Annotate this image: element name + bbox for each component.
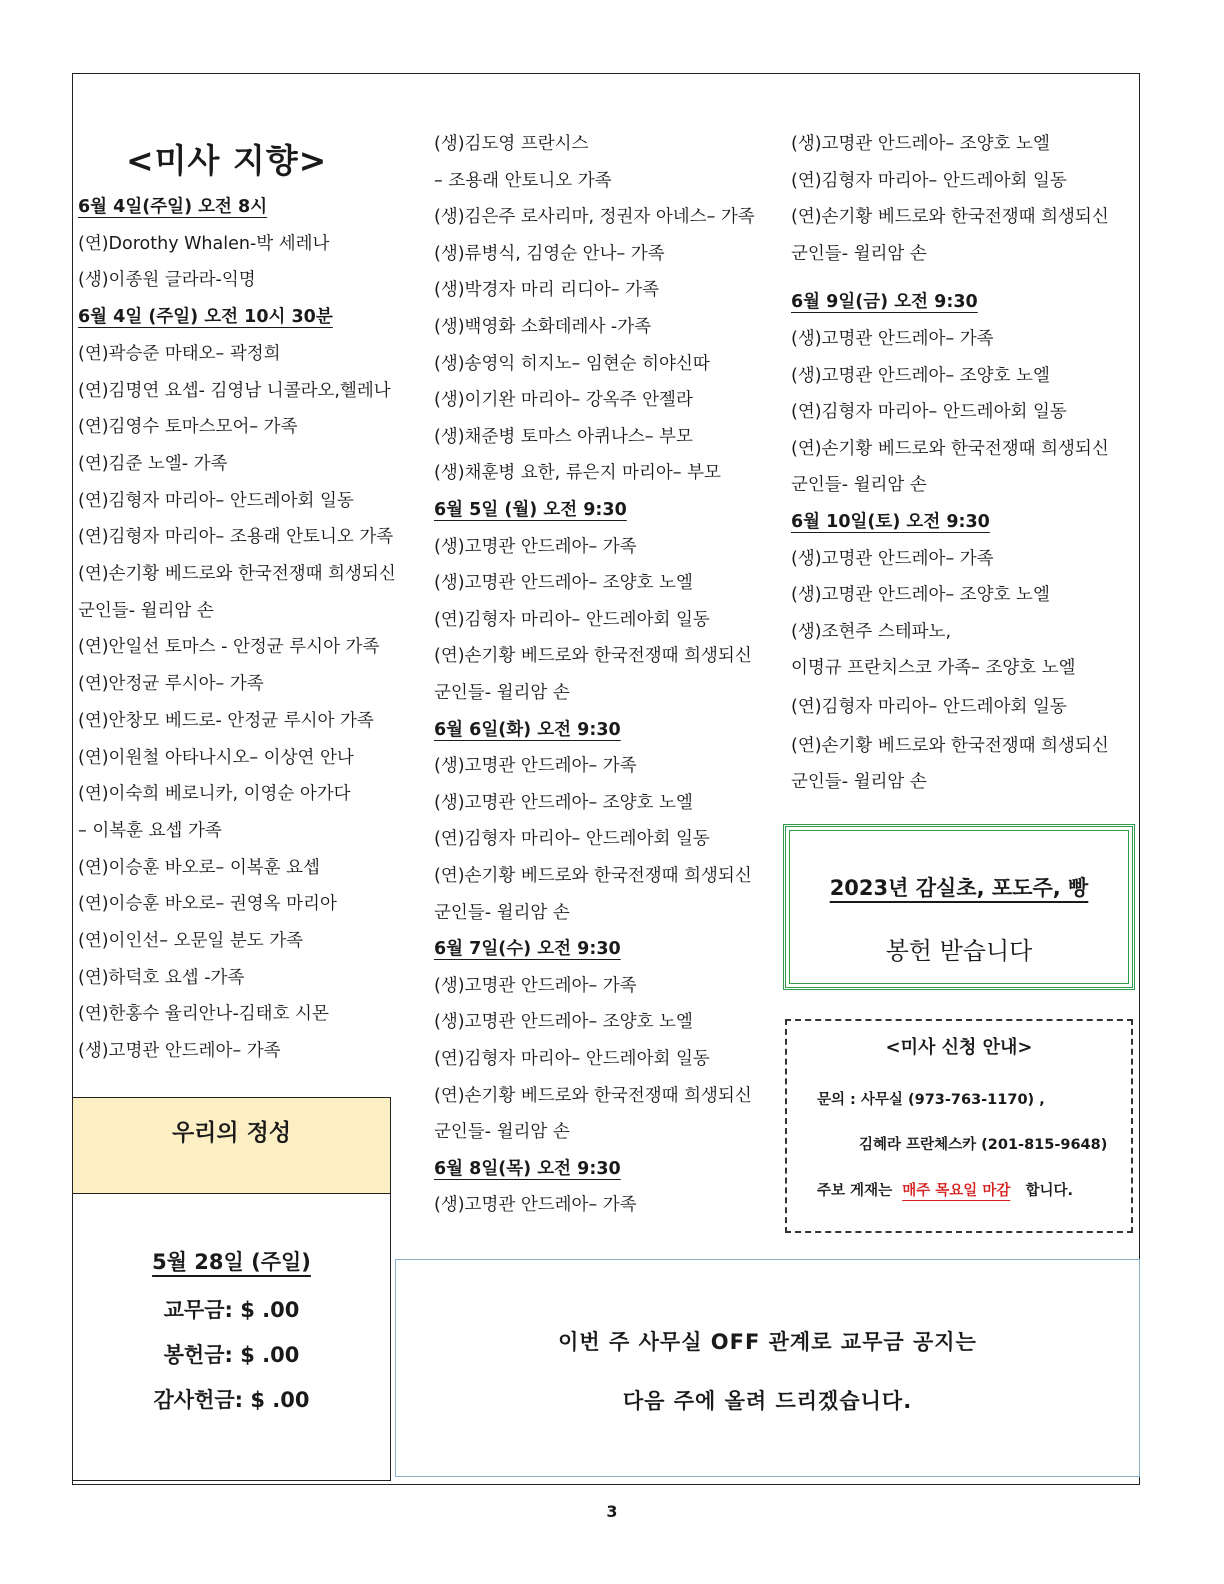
intention-line: (생)김도영 프란시스 xyxy=(434,134,589,154)
intention-line: (연)손기황 베드로와 한국전쟁때 희생되신 xyxy=(434,866,752,886)
offering-thanksgiving: 감사헌금: $ .00 xyxy=(153,1388,310,1412)
page-title: <미사 지향> xyxy=(126,141,328,180)
intention-line: 군인들- 윌리암 손 xyxy=(434,902,570,923)
intention-line: (연)김형자 마리아– 조용래 안토니오 가족 xyxy=(78,527,394,548)
intention-line: (연)김준 노엘- 가족 xyxy=(78,453,228,474)
intention-line: (생)고명관 안드레아– 가족 xyxy=(791,548,994,569)
mass-request-notice xyxy=(785,1019,1133,1233)
intention-line: (연)Dorothy Whalen-박 세레나 xyxy=(78,233,330,254)
intention-line: (생)고명관 안드레아– 조양호 노엘 xyxy=(791,365,1050,386)
mass-date-heading: 6월 10일(토) 오전 9:30 xyxy=(791,512,990,532)
intention-line: (연)곽승준 마태오– 곽정희 xyxy=(78,343,281,364)
mass-request-title: <미사 신청 안내> xyxy=(885,1037,1033,1058)
offertory-gift-subtitle: 봉헌 받습니다 xyxy=(885,937,1033,965)
intention-line: (연)손기황 베드로와 한국전쟁때 희생되신 xyxy=(78,564,396,584)
mass-date-heading: 6월 4일(주일) 오전 8시 xyxy=(78,197,268,217)
intention-line: (생)고명관 안드레아– 가족 xyxy=(434,975,637,996)
intention-line: (생)고명관 안드레아– 가족 xyxy=(434,756,637,777)
mass-date-heading: 6월 9일(금) 오전 9:30 xyxy=(791,292,978,313)
intention-line: (생)채준병 토마스 아퀴나스– 부모 xyxy=(434,426,693,447)
intention-line: (연)한홍수 율리안나-김태호 시몬 xyxy=(78,1004,329,1025)
intention-line: (연)김형자 마리아– 안드레아회 일동 xyxy=(434,829,710,850)
bulletin-deadline: 주보 게재는 매주 목요일 마감 합니다. xyxy=(817,1183,1074,1199)
intention-line: (생)김은주 로사리마, 정권자 아네스– 가족 xyxy=(434,207,755,228)
intention-line: (연)이숙희 베로니카, 이영순 아가다 xyxy=(78,784,351,805)
intention-line: (연)이원철 아타나시오– 이상연 안나 xyxy=(78,747,354,768)
intention-line: 군인들- 윌리암 손 xyxy=(434,1122,570,1143)
intention-line: (연)김형자 마리아– 안드레아회 일동 xyxy=(434,609,710,630)
intention-line: (연)손기황 베드로와 한국전쟁때 희생되신 xyxy=(434,1085,752,1106)
intention-line: (연)하덕호 요셉 -가족 xyxy=(78,967,245,988)
intention-line: (생)고명관 안드레아– 가족 xyxy=(78,1041,281,1062)
intention-line: (생)고명관 안드레아– 조양호 노엘 xyxy=(791,134,1050,154)
offering-date: 5월 28일 (주일) xyxy=(152,1250,311,1274)
mass-date-heading: 6월 8일(목) 오전 9:30 xyxy=(434,1158,621,1179)
intention-line: 군인들- 윌리암 손 xyxy=(791,475,927,496)
intention-line: (생)류병식, 김영순 안나– 가족 xyxy=(434,243,665,264)
intention-line: 군인들- 윌리암 손 xyxy=(791,243,927,264)
intention-line: (생)고명관 안드레아– 조양호 노엘 xyxy=(434,792,693,813)
offering-heading: 우리의 정성 xyxy=(73,1098,390,1194)
deadline-highlight: 매주 목요일 마감 xyxy=(902,1183,1011,1199)
intention-line: (연)이승훈 바오로– 이복훈 요셉 xyxy=(78,857,320,878)
intention-line: (연)손기황 베드로와 한국전쟁때 희생되신 xyxy=(791,438,1109,459)
intention-line: – 조용래 안토니오 가족 xyxy=(434,170,612,191)
mass-date-heading: 6월 7일(수) 오전 9:30 xyxy=(434,939,621,960)
offertory-gift-title: 2023년 감실초, 포도주, 빵 xyxy=(829,876,1089,900)
intention-line: (생)송영익 히지노– 임현순 히야신따 xyxy=(434,353,710,374)
office-notice-line-2: 다음 주에 올려 드리겠습니다. xyxy=(622,1389,913,1413)
intention-line: (연)손기황 베드로와 한국전쟁때 희생되신 xyxy=(434,646,752,667)
mass-date-heading: 6월 4일 (주일) 오전 10시 30분 xyxy=(78,307,333,328)
intention-line: (연)안일선 토마스 - 안정균 루시아 가족 xyxy=(78,637,380,658)
intention-line: (연)이인선– 오문일 분도 가족 xyxy=(78,931,304,951)
intention-line: 군인들- 윌리암 손 xyxy=(791,772,927,793)
intention-line: (생)조현주 스테파노, xyxy=(791,621,952,642)
intention-line: (생)고명관 안드레아– 가족 xyxy=(791,329,994,349)
intention-line: (생)고명관 안드레아– 조양호 노엘 xyxy=(434,573,693,594)
offertory-gift-box xyxy=(783,824,1135,990)
intention-line: (연)김형자 마리아– 안드레아회 일동 xyxy=(791,697,1067,717)
intention-line: (연)손기황 베드로와 한국전쟁때 희생되신 xyxy=(791,735,1109,756)
offering-box xyxy=(72,1097,391,1481)
secondary-contact: 김혜라 프란체스카 (201-815-9648) xyxy=(859,1137,1108,1153)
intention-line: (생)고명관 안드레아– 가족 xyxy=(434,536,637,557)
intention-line: – 이복훈 요셉 가족 xyxy=(78,820,222,841)
intention-line: (연)이승훈 바오로– 권영옥 마리아 xyxy=(78,894,337,915)
intention-line: (연)안정균 루시아– 가족 xyxy=(78,674,264,695)
intention-line: (연)김형자 마리아– 안드레아회 일동 xyxy=(791,402,1067,423)
page-number: 3 xyxy=(606,1502,618,1521)
intention-line: (연)손기황 베드로와 한국전쟁때 희생되신 xyxy=(791,207,1109,228)
mass-date-heading: 6월 5일 (월) 오전 9:30 xyxy=(434,500,627,520)
offering-tithe: 교무금: $ .00 xyxy=(163,1298,300,1322)
intention-line: (생)이기완 마리아– 강옥주 안젤라 xyxy=(434,390,693,411)
intention-line: 군인들- 윌리암 손 xyxy=(78,600,214,621)
intention-line: (생)백영화 소화데레사 -가족 xyxy=(434,317,652,337)
offering-donation: 봉헌금: $ .00 xyxy=(163,1343,300,1367)
intention-line: (연)안창모 베드로- 안정균 루시아 가족 xyxy=(78,710,374,731)
intention-line: (연)김영수 토마스모어– 가족 xyxy=(78,417,298,438)
intention-line: (연)김형자 마리아– 안드레아회 일동 xyxy=(791,170,1067,191)
intention-line: (연)김형자 마리아– 안드레아회 일동 xyxy=(434,1049,710,1069)
intention-line: (생)박경자 마리 리디아– 가족 xyxy=(434,280,660,301)
intention-line: (생)고명관 안드레아– 조양호 노엘 xyxy=(434,1012,693,1033)
office-contact: 문의 : 사무실 (973-763-1170) , xyxy=(817,1092,1045,1108)
intention-line: (연)김형자 마리아– 안드레아회 일동 xyxy=(78,490,354,511)
intention-line: (생)채훈병 요한, 류은지 마리아– 부모 xyxy=(434,463,721,484)
intention-line: (연)김명연 요셉- 김영남 니콜라오,헬레나 xyxy=(78,380,391,401)
intention-line: (생)고명관 안드레아– 조양호 노엘 xyxy=(791,585,1050,606)
intention-line: (생)이종원 글라라-익명 xyxy=(78,270,256,291)
office-closure-notice xyxy=(395,1259,1140,1477)
office-notice-line-1: 이번 주 사무실 OFF 관계로 교무금 공지는 xyxy=(558,1330,977,1354)
intention-line: (생)고명관 안드레아– 가족 xyxy=(434,1195,637,1216)
mass-date-heading: 6월 6일(화) 오전 9:30 xyxy=(434,719,621,740)
intention-line: 군인들- 윌리암 손 xyxy=(434,683,570,703)
intention-line: 이명규 프란치스코 가족– 조양호 노엘 xyxy=(791,658,1076,679)
